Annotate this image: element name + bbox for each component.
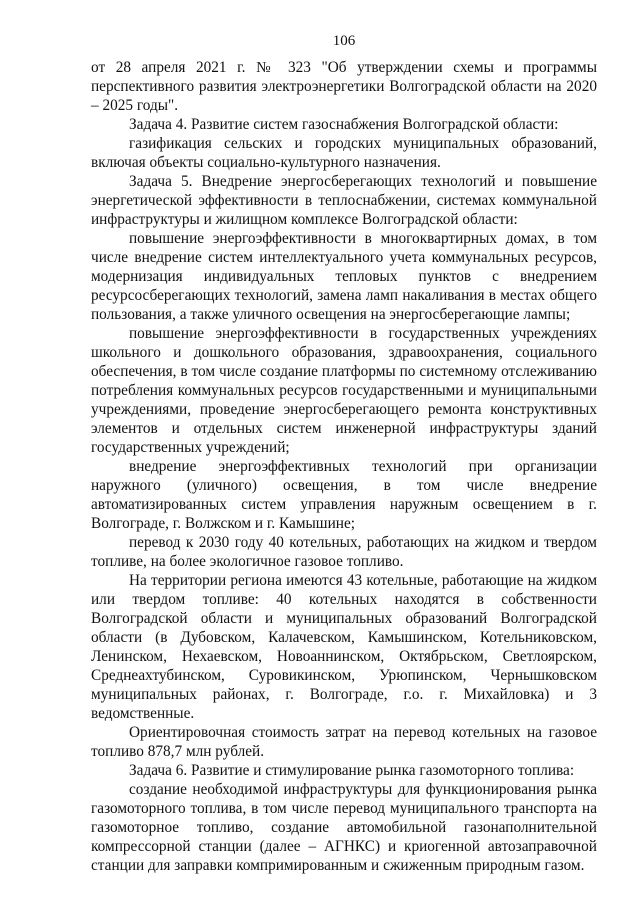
document-body [91, 58, 597, 875]
paragraph: Задача 5. Внедрение энергосберегающих технологий и повышение энергетической эффективности в теплоснабжении, системах коммунальной инфраструктуры и жилищном комплексе Волгоградской области: [91, 173, 597, 228]
paragraph: создание необходимой инфраструктуры для функционирования рынка газомоторного топлива, в том числе перевод муниципального транспорта на газомоторное топливо, создание автомобильной газонаполнительной компрессорной станции (далее – АГНКС) и криогенной автозаправочной станции для заправки компримированным и сжиженным природным газом. [91, 781, 597, 874]
paragraph: повышение энергоэффективности в государственных учреждениях школьного и дошкольного образования, здравоохранения, социального обеспечения, в том числе создание платформы по системному отслеживанию потребления коммунальных ресурсов государственными и муниципальными учреждениями, проведение энергосберегающего ремонта конструктивных элементов и отдельных систем инженерной инфраструктуры зданий государственных учреждений; [91, 325, 597, 456]
paragraph: Задача 4. Развитие систем газоснабжения Волгоградской области: [129, 116, 559, 133]
paragraph: На территории региона имеются 43 котельные, работающие на жидком или твердом топливе: 40 котельных находятся в собственности Волгоградской области и муниципальных образований Волгоградской области (в Дубовском, Калачевском, Камышинском, Котельниковском, Ленинском, Нехаевском, Новоаннинском, Октябрьском, Светлоярском, Среднеахтубинском, Суровикинском, Урюпинском, Чернышковском муниципальных районах, г. Волгограде, г.о. г. Михайловка) и 3 ведомственные. [91, 572, 597, 722]
paragraph: повышение энергоэффективности в многоквартирных домах, в том числе внедрение систем интеллектуального учета коммунальных ресурсов, модернизация индивидуальных тепловых пунктов с внедрением ресурсосберегающих технологий, замена ламп накаливания в местах общего пользования, а также уличного освещения на энергосберегающие лампы; [91, 230, 597, 323]
paragraph: Задача 6. Развитие и стимулирование рынка газомоторного топлива: [129, 762, 575, 779]
paragraph: Ориентировочная стоимость затрат на перевод котельных на газовое топливо 878,7 млн рублей. [91, 724, 597, 760]
page-number: 106 [332, 33, 356, 49]
paragraph: перевод к 2030 году 40 котельных, работающих на жидком и твердом топливе, на более экологичное газовое топливо. [91, 534, 597, 570]
paragraph: от 28 апреля 2021 г. № 323 "Об утверждении схемы и программы перспективного развития электроэнергетики Волгоградской области на 2020 – 2025 годы". [91, 59, 597, 114]
paragraph: внедрение энергоэффективных технологий при организации наружного (уличного) освещения, в том числе внедрение автоматизированных систем управления наружным освещением в г. Волгограде, г. Волжском и г. Камышине; [91, 458, 597, 532]
paragraph: газификация сельских и городских муниципальных образований, включая объекты социально-культурного назначения. [91, 135, 597, 171]
